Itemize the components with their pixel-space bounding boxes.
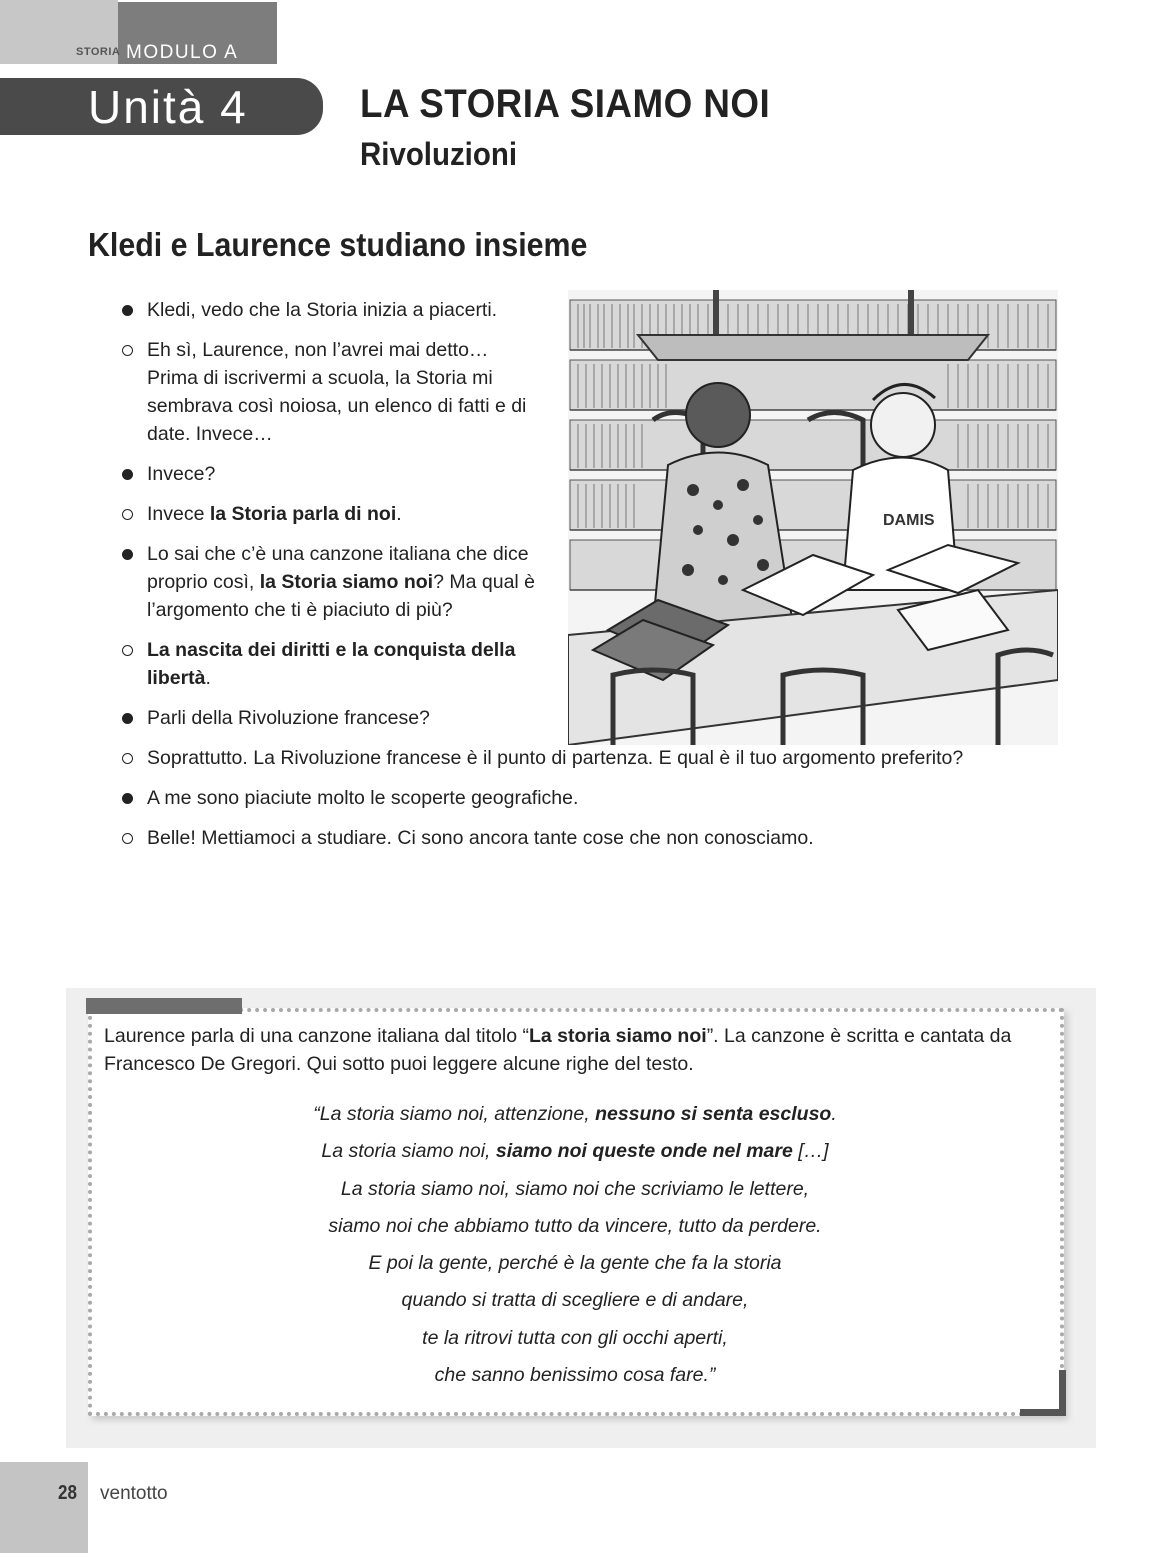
lyric-line: La storia siamo noi, siamo noi che scriviamo le lettere, <box>340 1177 810 1200</box>
lyric-line: E poi la gente, perché è la gente che fa la storia <box>368 1252 782 1275</box>
song-intro: Laurence parla di una canzone italiana dal titolo “La storia siamo noi”. La canzone è scritta e cantata da Francesco De Gregori. Qui sotto puoi leggere alcune righe del testo. <box>104 1025 1012 1075</box>
dialogue-line: Eh sì, Laurence, non l’avrei mai detto… Prima di iscrivermi a scuola, la Storia mi sembrava così noiosa, un elenco di fatti e di date. Invece… <box>122 336 542 448</box>
footer-bar <box>0 1462 88 1553</box>
library-study-illustration <box>568 290 1058 745</box>
song-box-tab <box>86 998 242 1014</box>
song-box-corner <box>1020 1409 1066 1416</box>
lyric-line: quando si tratta di scegliere e di andare, <box>401 1289 749 1312</box>
page-subtitle: Rivoluzioni <box>360 136 518 172</box>
dialogue-line: Invece la Storia parla di noi. <box>122 500 542 528</box>
subject-label: STORIA <box>76 46 121 58</box>
dialogue-line: La nascita dei diritti e la conquista della libertà. <box>122 636 542 692</box>
lyric-line: siamo noi che abbiamo tutto da vincere, tutto da perdere. <box>328 1214 822 1237</box>
dialogue-line: Parli della Rivoluzione francese? <box>122 704 1072 732</box>
lyric-line: La storia siamo noi, siamo noi queste onde nel mare […] <box>321 1140 829 1163</box>
dialogue-line: Kledi, vedo che la Storia inizia a piacerti. <box>122 296 542 324</box>
dialogue-line: Lo sai che c’è una canzone italiana che dice proprio così, la Storia siamo noi? Ma qual è l’argomento che ti è piaciuto di più? <box>122 540 542 624</box>
filled-bullet-icon <box>122 793 133 804</box>
shirt-label: DAMIS <box>883 512 935 529</box>
hollow-bullet-icon <box>122 833 133 844</box>
hollow-bullet-icon <box>122 509 133 520</box>
lyric-line: “La storia siamo noi, attenzione, nessuno si senta escluso. <box>313 1103 837 1125</box>
dialogue-line: Belle! Mettiamoci a studiare. Ci sono ancora tante cose che non conosciamo. <box>122 824 1072 852</box>
lyric-line: te la ritrovi tutta con gli occhi aperti, <box>422 1326 728 1349</box>
page-title: LA STORIA SIAMO NOI <box>360 82 771 126</box>
song-lyrics <box>100 1096 1050 1394</box>
hollow-bullet-icon <box>122 345 133 356</box>
dialogue-line: Invece? <box>122 460 542 488</box>
dialogue-line: A me sono piaciute molto le scoperte geografiche. <box>122 784 1072 812</box>
hollow-bullet-icon <box>122 645 133 656</box>
filled-bullet-icon <box>122 469 133 480</box>
module-label: MODULO A <box>126 42 239 63</box>
dialogue-line: Soprattutto. La Rivoluzione francese è il punto di partenza. E qual è il tuo argomento preferito? <box>122 744 1072 772</box>
unit-label: Unità 4 <box>88 81 248 133</box>
filled-bullet-icon <box>122 305 133 316</box>
section-title: Kledi e Laurence studiano insieme <box>88 226 588 263</box>
hollow-bullet-icon <box>122 753 133 764</box>
filled-bullet-icon <box>122 549 133 560</box>
page-number: 28 <box>58 1482 77 1504</box>
page-number-word: ventotto <box>100 1483 168 1504</box>
lyric-line: che sanno benissimo cosa fare.” <box>434 1364 716 1387</box>
filled-bullet-icon <box>122 713 133 724</box>
